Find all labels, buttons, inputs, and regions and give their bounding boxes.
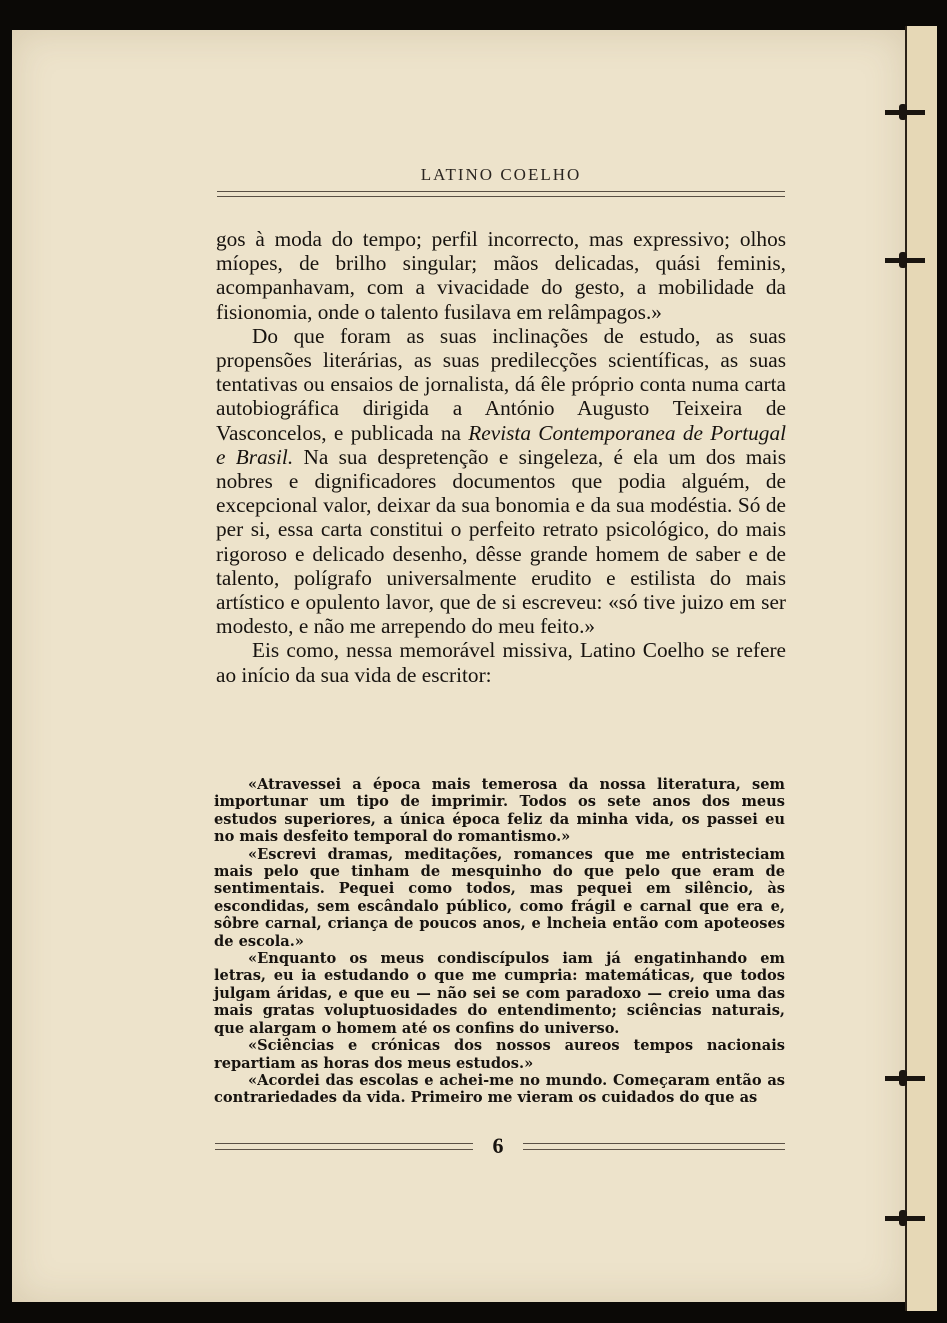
paragraph: gos à moda do tempo; perfil incorrecto, mas expressivo; olhos míopes, de brilho singular; mãos delicadas, quási feminis, acompanhavam, com a vivacidade do gesto, a mobilidade da fisionomia, onde o talento fusilava em relâmpagos.»	[216, 227, 786, 324]
footer-rule	[215, 1143, 473, 1150]
binding-mark	[885, 258, 925, 263]
footer-rule	[523, 1143, 785, 1150]
binding-mark	[885, 1216, 925, 1221]
page-number: 6	[492, 1133, 504, 1158]
quote-paragraph: «Acordei das escolas e achei-me no mundo. Começaram então as contrariedades da vida. Primeiro me vieram os cuidados do que as	[214, 1071, 785, 1107]
main-text	[216, 227, 786, 687]
paragraph	[216, 324, 786, 639]
quote-paragraph: «Escrevi dramas, meditações, romances que me entristeciam mais pelo que tinham de mesquinho do que pelo que eram de sentimentais. Pequei como todos, mas pequei em silêncio, às escondidas, sem escândalo público, como frágil e carnal que era e, sôbre carnal, criança de poucos anos, e lncheia então com apoteoses de escola.»	[214, 845, 785, 950]
binding-mark	[885, 1076, 925, 1081]
page-edge	[905, 26, 937, 1311]
header-rule	[217, 196, 785, 197]
quote-paragraph: «Atravessei a época mais temerosa da nossa literatura, sem importunar um tipo de imprimir. Todos os sete anos dos meus estudos superiores, a única época feliz da minha vida, os passei eu no mais desfeito temporal do romantismo.»	[214, 776, 785, 846]
running-header: LATINO COELHO	[420, 165, 582, 184]
quoted-letter	[214, 776, 785, 1107]
quote-paragraph: «Enquanto os meus condiscípulos iam já engatinhando em letras, eu ia estudando o que me cumpria: matemáticas, que todos julgam áridas, e que eu — não sei se com paradoxo — creio uma das mais gratas voluptuosidades do entendimento; sciências naturais, que alargam o homem até os confins do universo.	[214, 950, 785, 1037]
header-rule	[217, 191, 785, 192]
paragraph-text: Do que foram as suas inclinações de estudo, as suas propensões literárias, as suas predilecções scientíficas, as suas tentativas ou ensaios de jornalista, dá êle próprio conta numa carta autobiográfica dirigida a António Augusto Teixeira de Vasconcelos, e publicada na	[216, 323, 786, 445]
binding-mark	[885, 110, 925, 115]
paragraph: Eis como, nessa memorável missiva, Latino Coelho se refere ao início da sua vida de escritor:	[216, 638, 786, 687]
journal-title: Revista Contemporanea de Portugal e Brasil.	[216, 420, 787, 469]
quote-paragraph: «Sciências e crónicas dos nossos aureos tempos nacionais repartiam as horas dos meus estudos.»	[214, 1037, 785, 1072]
paragraph-text: Na sua despretenção e singeleza, é ela um dos mais nobres e dignificadores documentos que podia alguém, de excepcional valor, deixar da sua bonomia e da sua modéstia. Só de per si, essa carta constitui o perfeito retrato psicológico, do mais rigoroso e delicado desenho, dêsse grande homem de saber e de talento, polígrafo universalmente erudito e estilista do mais artístico e opulento lavor, que de si escreveu: «só tive juizo em ser modesto, e não me arrependo do meu feito.»	[216, 444, 787, 639]
